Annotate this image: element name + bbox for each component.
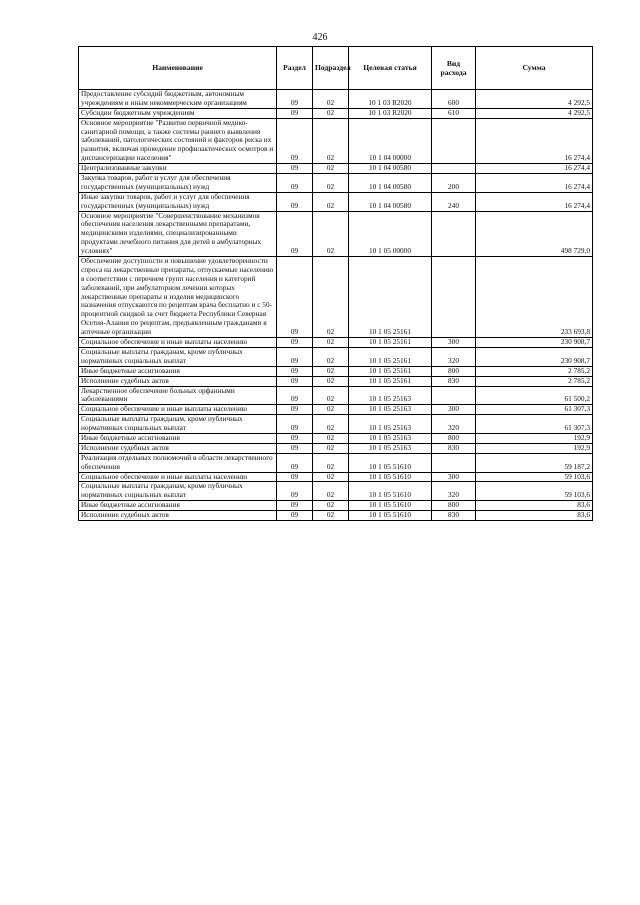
row-subsection-cell: 02 xyxy=(313,192,349,211)
row-sum-cell: 61 307,3 xyxy=(476,405,593,415)
row-target-cell: 10 1 04 00000 xyxy=(349,118,432,163)
row-type-cell: 800 xyxy=(432,501,476,511)
row-name-cell: Социальные выплаты гражданам, кроме публичных нормативных социальных выплат xyxy=(79,482,277,501)
row-target-cell: 10 1 05 51610 xyxy=(349,511,432,521)
row-name-cell: Социальные выплаты гражданам, кроме публичных нормативных социальных выплат xyxy=(79,347,277,366)
row-type-cell xyxy=(432,211,476,256)
row-target-cell: 10 1 05 25161 xyxy=(349,366,432,376)
row-type-cell: 300 xyxy=(432,405,476,415)
row-section-cell: 09 xyxy=(277,90,313,109)
row-subsection-cell: 02 xyxy=(313,338,349,348)
row-subsection-cell: 02 xyxy=(313,501,349,511)
row-name-cell: Иные бюджетные ассигнования xyxy=(79,366,277,376)
table-row xyxy=(79,211,593,256)
row-target-cell: 10 1 03 R2020 xyxy=(349,108,432,118)
table-header-row xyxy=(79,47,593,90)
row-name-cell: Основное мероприятие "Развитие первичной медико-санитарной помощи, а также системы раннего выявления заболеваний, патологических состояний и факторов риска их развития, включая проведение профилактических осмотров и диспансеризации населения" xyxy=(79,118,277,163)
row-sum-cell: 16 274,4 xyxy=(476,174,593,193)
row-name-cell: Исполнение судебных актов xyxy=(79,443,277,453)
table-row xyxy=(79,443,593,453)
row-target-cell: 10 1 05 25161 xyxy=(349,338,432,348)
row-target-cell: 10 1 05 25163 xyxy=(349,443,432,453)
row-section-cell: 09 xyxy=(277,366,313,376)
row-sum-cell: 61 307,3 xyxy=(476,415,593,434)
row-target-cell: 10 1 04 00580 xyxy=(349,192,432,211)
row-section-cell: 09 xyxy=(277,211,313,256)
row-type-cell: 800 xyxy=(432,433,476,443)
row-target-cell: 10 1 05 51610 xyxy=(349,501,432,511)
row-subsection-cell: 02 xyxy=(313,164,349,174)
row-name-cell: Основное мероприятие "Совершенствование механизмов обеспечения населения лекарственными препаратами, медицинскими изделиями, специализированными продуктами лечебного питания для детей в амбулаторных условиях" xyxy=(79,211,277,256)
row-section-cell: 09 xyxy=(277,338,313,348)
row-type-cell: 800 xyxy=(432,366,476,376)
row-target-cell: 10 1 05 25161 xyxy=(349,347,432,366)
row-target-cell: 10 1 03 R2020 xyxy=(349,90,432,109)
row-sum-cell: 498 729,0 xyxy=(476,211,593,256)
row-section-cell: 09 xyxy=(277,118,313,163)
row-type-cell: 200 xyxy=(432,174,476,193)
row-type-cell: 610 xyxy=(432,108,476,118)
row-section-cell: 09 xyxy=(277,433,313,443)
row-sum-cell: 230 908,7 xyxy=(476,347,593,366)
row-name-cell: Исполнение судебных актов xyxy=(79,511,277,521)
row-section-cell: 09 xyxy=(277,257,313,338)
table-row xyxy=(79,118,593,163)
row-type-cell: 240 xyxy=(432,192,476,211)
row-name-cell: Социальное обеспечение и иные выплаты населению xyxy=(79,405,277,415)
row-target-cell: 10 1 04 00580 xyxy=(349,174,432,193)
row-subsection-cell: 02 xyxy=(313,211,349,256)
row-section-cell: 09 xyxy=(277,192,313,211)
row-type-cell xyxy=(432,118,476,163)
row-name-cell: Социальное обеспечение и иные выплаты населению xyxy=(79,338,277,348)
row-target-cell: 10 1 05 51610 xyxy=(349,453,432,472)
row-target-cell: 10 1 05 25163 xyxy=(349,415,432,434)
row-target-cell: 10 1 05 25161 xyxy=(349,257,432,338)
row-type-cell: 320 xyxy=(432,347,476,366)
row-section-cell: 09 xyxy=(277,443,313,453)
row-sum-cell: 59 187,2 xyxy=(476,453,593,472)
row-subsection-cell: 02 xyxy=(313,472,349,482)
page-number: 426 xyxy=(312,32,328,43)
header-expense-type: Вид расхода xyxy=(432,47,476,90)
row-target-cell: 10 1 05 25161 xyxy=(349,376,432,386)
table-row xyxy=(79,347,593,366)
row-name-cell: Обеспечение доступности и повышение удовлетворенности спроса на лекарственные препараты, отпускаемые населению в соответствии с перечнем групп населения и категорий заболеваний, при амбулаторном лечении которых лекарственные препараты и изделия медицинского назначения отпускаются по рецептам врача бесплатно и с 50-процентной скидкой за счет бюджета Республики Северная Осетия-Алания по рецептам, предъявленным гражданами в аптечные организации xyxy=(79,257,277,338)
row-name-cell: Субсидии бюджетным учреждениям xyxy=(79,108,277,118)
row-subsection-cell: 02 xyxy=(313,482,349,501)
row-name-cell: Иные бюджетные ассигнования xyxy=(79,501,277,511)
row-type-cell xyxy=(432,164,476,174)
row-section-cell: 09 xyxy=(277,501,313,511)
table-row xyxy=(79,511,593,521)
table-row xyxy=(79,108,593,118)
row-sum-cell: 192,9 xyxy=(476,443,593,453)
row-type-cell: 830 xyxy=(432,443,476,453)
row-section-cell: 09 xyxy=(277,482,313,501)
row-type-cell: 300 xyxy=(432,338,476,348)
row-target-cell: 10 1 05 51610 xyxy=(349,472,432,482)
row-sum-cell: 59 103,6 xyxy=(476,482,593,501)
row-subsection-cell: 02 xyxy=(313,405,349,415)
budget-table xyxy=(78,46,593,521)
row-section-cell: 09 xyxy=(277,347,313,366)
row-subsection-cell: 02 xyxy=(313,511,349,521)
row-name-cell: Предоставление субсидий бюджетным, автономным учреждениям и иным некоммерческим организациям xyxy=(79,90,277,109)
row-subsection-cell: 02 xyxy=(313,108,349,118)
row-name-cell: Социальное обеспечение и иные выплаты населению xyxy=(79,472,277,482)
row-type-cell xyxy=(432,257,476,338)
row-name-cell: Реализация отдельных полномочий в области лекарственного обеспечения xyxy=(79,453,277,472)
row-type-cell xyxy=(432,453,476,472)
table-row xyxy=(79,90,593,109)
row-sum-cell: 4 292,5 xyxy=(476,90,593,109)
row-sum-cell: 2 785,2 xyxy=(476,376,593,386)
row-name-cell: Социальные выплаты гражданам, кроме публичных нормативных социальных выплат xyxy=(79,415,277,434)
row-subsection-cell: 02 xyxy=(313,453,349,472)
row-target-cell: 10 1 05 00000 xyxy=(349,211,432,256)
row-name-cell: Централизованные закупки xyxy=(79,164,277,174)
row-target-cell: 10 1 05 51610 xyxy=(349,482,432,501)
row-subsection-cell: 02 xyxy=(313,443,349,453)
table-row xyxy=(79,174,593,193)
row-name-cell: Иные закупки товаров, работ и услуг для обеспечения государственных (муниципальных) нужд xyxy=(79,192,277,211)
table-body xyxy=(79,90,593,521)
row-sum-cell: 16 274,4 xyxy=(476,164,593,174)
header-name: Наименование xyxy=(79,47,277,90)
row-name-cell: Иные бюджетные ассигнования xyxy=(79,433,277,443)
row-sum-cell: 230 908,7 xyxy=(476,338,593,348)
table-row xyxy=(79,376,593,386)
row-type-cell: 320 xyxy=(432,415,476,434)
row-section-cell: 09 xyxy=(277,453,313,472)
row-type-cell xyxy=(432,386,476,405)
row-section-cell: 09 xyxy=(277,174,313,193)
row-sum-cell: 83,6 xyxy=(476,501,593,511)
row-type-cell: 320 xyxy=(432,482,476,501)
row-subsection-cell: 02 xyxy=(313,433,349,443)
row-subsection-cell: 02 xyxy=(313,174,349,193)
row-subsection-cell: 02 xyxy=(313,118,349,163)
row-subsection-cell: 02 xyxy=(313,415,349,434)
header-sum: Сумма xyxy=(476,47,593,90)
row-target-cell: 10 1 05 25163 xyxy=(349,405,432,415)
row-type-cell: 830 xyxy=(432,511,476,521)
table-row xyxy=(79,338,593,348)
table-row xyxy=(79,433,593,443)
header-target: Целевая статья xyxy=(349,47,432,90)
row-section-cell: 09 xyxy=(277,164,313,174)
row-sum-cell: 192,9 xyxy=(476,433,593,443)
table-row xyxy=(79,453,593,472)
table-row xyxy=(79,366,593,376)
row-section-cell: 09 xyxy=(277,415,313,434)
row-subsection-cell: 02 xyxy=(313,90,349,109)
row-target-cell: 10 1 05 25163 xyxy=(349,386,432,405)
row-name-cell: Закупка товаров, работ и услуг для обеспечения государственных (муниципальных) нужд xyxy=(79,174,277,193)
row-section-cell: 09 xyxy=(277,511,313,521)
row-type-cell: 300 xyxy=(432,472,476,482)
row-type-cell: 830 xyxy=(432,376,476,386)
row-sum-cell: 61 500,2 xyxy=(476,386,593,405)
table-row xyxy=(79,482,593,501)
row-name-cell: Лекарственное обеспечение больных орфанными заболеваниями xyxy=(79,386,277,405)
table-row xyxy=(79,386,593,405)
row-sum-cell: 59 103,6 xyxy=(476,472,593,482)
row-section-cell: 09 xyxy=(277,405,313,415)
table-row xyxy=(79,192,593,211)
header-subsection: Подраздел xyxy=(313,47,349,90)
row-subsection-cell: 02 xyxy=(313,376,349,386)
row-section-cell: 09 xyxy=(277,386,313,405)
row-target-cell: 10 1 05 25163 xyxy=(349,433,432,443)
row-type-cell: 600 xyxy=(432,90,476,109)
row-sum-cell: 83,6 xyxy=(476,511,593,521)
row-sum-cell: 2 785,2 xyxy=(476,366,593,376)
row-sum-cell: 16 274,4 xyxy=(476,192,593,211)
row-name-cell: Исполнение судебных актов xyxy=(79,376,277,386)
table-row xyxy=(79,415,593,434)
table-row xyxy=(79,257,593,338)
row-subsection-cell: 02 xyxy=(313,347,349,366)
row-section-cell: 09 xyxy=(277,376,313,386)
row-target-cell: 10 1 04 00580 xyxy=(349,164,432,174)
row-section-cell: 09 xyxy=(277,472,313,482)
row-section-cell: 09 xyxy=(277,108,313,118)
row-sum-cell: 16 274,4 xyxy=(476,118,593,163)
row-sum-cell: 233 693,8 xyxy=(476,257,593,338)
row-sum-cell: 4 292,5 xyxy=(476,108,593,118)
row-subsection-cell: 02 xyxy=(313,386,349,405)
row-subsection-cell: 02 xyxy=(313,366,349,376)
header-section: Раздел xyxy=(277,47,313,90)
row-subsection-cell: 02 xyxy=(313,257,349,338)
